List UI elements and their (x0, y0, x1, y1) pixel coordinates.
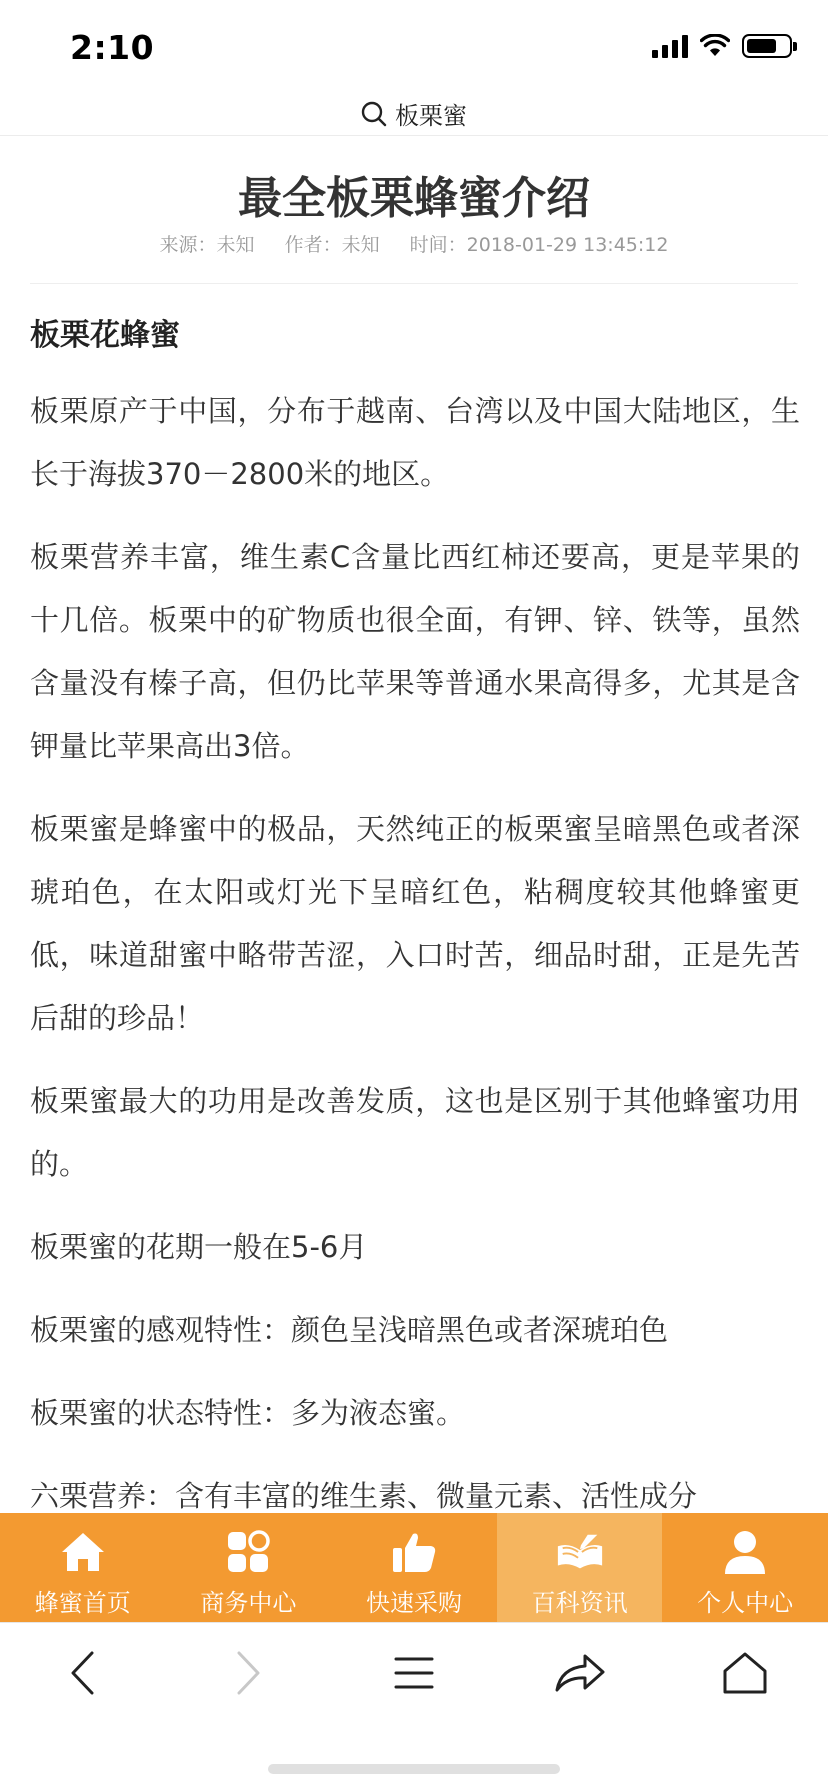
status-icons (652, 34, 792, 58)
paragraph: 板栗蜜的花期一般在5-6月 (30, 1230, 368, 1264)
paragraph: 板栗蜜是蜂蜜中的极品，天然纯正的板栗蜜呈暗黑色或者深琥珀色，在太阳或灯光下呈暗红色，粘稠度较其他蜂蜜更低，味道甜蜜中略带苦涩，入口时苦，细品时甜，正是先苦后甜的珍品！ (30, 812, 800, 1035)
browser-toolbar (0, 1622, 828, 1722)
meta-author: 作者：未知 (284, 234, 380, 256)
search-icon (361, 101, 387, 127)
grid-icon (223, 1527, 273, 1577)
nav-item-purchase[interactable] (331, 1513, 497, 1622)
paragraph: 板栗原产于中国，分布于越南、台湾以及中国大陆地区，生长于海拔370－2800米的地区。 (30, 394, 800, 491)
paragraph: 板栗蜜最大的功用是改善发质，这也是区别于其他蜂蜜功用的。 (30, 1084, 800, 1181)
nav-label: 百科资讯 (531, 1589, 628, 1617)
article-content (30, 306, 800, 1514)
paragraph: 板栗营养丰富，维生素C含量比西红柿还要高，更是苹果的十几倍。板栗中的矿物质也很全面，有钾、锌、铁等，虽然含量没有榛子高，但仍比苹果等普通水果高得多，尤其是含钾量比苹果高出3倍。 (30, 540, 800, 763)
nav-label: 个人中心 (697, 1589, 794, 1617)
nav-item-home[interactable] (0, 1513, 166, 1622)
meta-source: 来源：未知 (159, 234, 255, 256)
menu-icon (394, 1655, 434, 1691)
share-button[interactable] (545, 1638, 615, 1708)
chevron-left-icon (68, 1650, 98, 1696)
thumbs-up-icon (389, 1527, 439, 1577)
nav-label: 快速采购 (365, 1589, 462, 1617)
cellular-signal-icon (652, 34, 688, 58)
paragraph: 六栗营养：含有丰富的维生素、微量元素、活性成分 (30, 1479, 698, 1513)
article-title: 最全板栗蜂蜜介绍 (238, 173, 590, 224)
section-heading: 板栗花蜂蜜 (30, 318, 180, 353)
status-time: 2:10 (70, 28, 155, 67)
chevron-right-icon (233, 1650, 263, 1696)
address-text: 板栗蜜 (395, 102, 467, 130)
status-bar (0, 0, 828, 92)
nav-item-business[interactable] (166, 1513, 332, 1622)
nav-item-profile[interactable] (662, 1513, 828, 1622)
nav-item-encyclopedia[interactable] (497, 1513, 663, 1622)
share-icon (553, 1652, 607, 1694)
home-icon (58, 1527, 108, 1577)
back-button[interactable] (48, 1638, 118, 1708)
meta-time: 时间：2018-01-29 13:45:12 (409, 234, 669, 256)
paragraph: 板栗蜜的状态特性：多为液态蜜。 (30, 1396, 466, 1430)
header-divider (30, 283, 798, 284)
address-bar[interactable] (0, 92, 828, 136)
paragraph: 板栗蜜的感观特性：颜色呈浅暗黑色或者深琥珀色 (30, 1313, 669, 1347)
menu-button[interactable] (379, 1638, 449, 1708)
home-outline-icon (722, 1651, 768, 1695)
home-indicator (268, 1764, 560, 1774)
open-book-icon (555, 1527, 605, 1577)
nav-label: 商务中心 (200, 1589, 297, 1617)
article-meta (0, 230, 828, 257)
app-bottom-nav (0, 1513, 828, 1622)
nav-label: 蜂蜜首页 (34, 1589, 131, 1617)
user-icon (720, 1527, 770, 1577)
battery-icon (742, 34, 792, 58)
forward-button[interactable] (213, 1638, 283, 1708)
wifi-icon (700, 34, 730, 58)
home-button[interactable] (710, 1638, 780, 1708)
